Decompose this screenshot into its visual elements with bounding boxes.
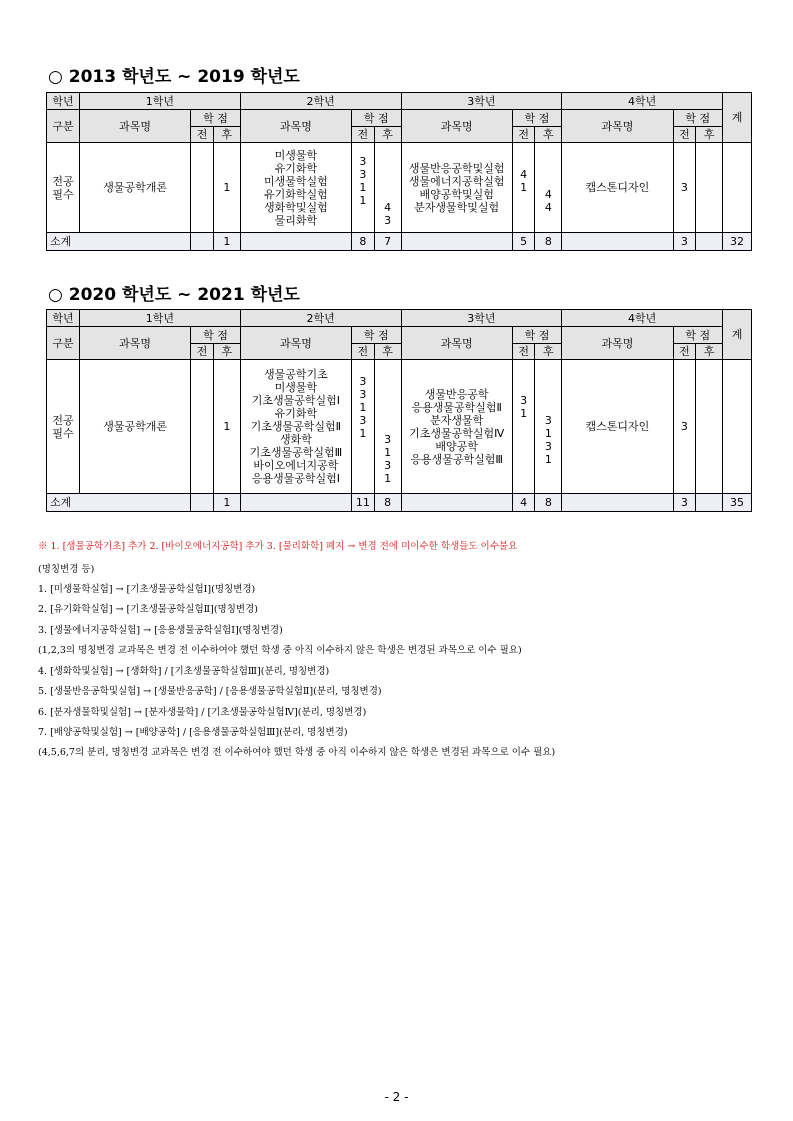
sum-label: 소계 [47, 233, 191, 251]
header-course: 과목명 [240, 327, 351, 360]
header-year4: 4학년 [562, 310, 723, 327]
y3-course: 생물반응공학및실험 생물에너지공학실험 배양공학및실험 분자생물학및실험 [408, 161, 505, 214]
header-year3: 3학년 [401, 93, 562, 110]
header-year2: 2학년 [240, 310, 401, 327]
note-line: 2. [유기화학실험] → [기초생물공학실험Ⅱ](명칭변경) [38, 604, 258, 615]
note-line: 6. [분자생물학및실험] → [분자생물학] / [기초생물공학실험Ⅳ](분리, 명칭변경) [38, 707, 367, 718]
note-line: 5. [생물반응공학및실험] → [생물반응공학] / [응용생물공학실험Ⅱ](분리, 명칭변경) [38, 686, 382, 697]
header-course: 과목명 [401, 110, 512, 143]
sum-total: 35 [723, 494, 752, 512]
header-credit: 학 점 [191, 110, 240, 127]
header-course: 과목명 [240, 110, 351, 143]
header-credit: 학 점 [512, 327, 561, 344]
header-jeon: 전 [352, 344, 375, 360]
y4-jeon: 3 [673, 143, 696, 233]
row-total [723, 360, 752, 494]
y2-course: 생물공학기초 미생물학 기초생물공학실험Ⅰ 유기화학 기초생물공학실험Ⅱ 생화학 기초생물공학실험Ⅲ 바이오에너지공학 응용생물공학실험Ⅰ [249, 368, 343, 485]
header-hu: 후 [374, 344, 401, 360]
header-year3: 3학년 [401, 310, 562, 327]
sum-y2-jeon: 11 [352, 494, 375, 512]
y1-hu: 1 [213, 360, 240, 494]
section1-title: ○ 2013 학년도 ~ 2019 학년도 [48, 67, 300, 87]
header-course: 과목명 [79, 110, 190, 143]
y2-hu: 3 1 3 1 [384, 433, 392, 485]
y2-jeon: 3 3 1 3 1 [359, 374, 367, 440]
header-hu: 후 [696, 344, 723, 360]
note-line: 1. [미생물학실험] → [기초생물공학실험Ⅰ](명칭변경) [38, 584, 256, 595]
row-type: 전공 필수 [52, 413, 74, 440]
sum-y3-hu: 8 [535, 494, 562, 512]
page-number: - 2 - [384, 1090, 409, 1104]
header-credit: 학 점 [352, 327, 401, 344]
header-jeon: 전 [512, 127, 535, 143]
sum-y3-jeon: 4 [512, 494, 535, 512]
sum-y4-course [562, 494, 673, 512]
header-hu: 후 [535, 344, 562, 360]
header-credit: 학 점 [352, 110, 401, 127]
sum-y2-hu: 7 [374, 233, 401, 251]
curriculum-table-2020 [46, 309, 752, 512]
y4-course: 캡스톤디자인 [562, 143, 673, 233]
header-hu: 후 [696, 127, 723, 143]
sum-y2-course [240, 233, 351, 251]
header-year4: 4학년 [562, 93, 723, 110]
header-grade: 학년 [47, 93, 80, 110]
note-line: 4. [생화학및실험] → [생화학] / [기초생물공학실험Ⅲ](분리, 명칭변경) [38, 666, 330, 677]
header-course: 과목명 [79, 327, 190, 360]
header-credit: 학 점 [673, 327, 722, 344]
y3-jeon: 4 1 [520, 168, 528, 194]
curriculum-table-2013 [46, 92, 752, 251]
y4-hu [696, 360, 723, 494]
header-credit: 학 점 [512, 110, 561, 127]
header-hu: 후 [374, 127, 401, 143]
header-hu: 후 [535, 127, 562, 143]
sum-y1-hu: 1 [213, 233, 240, 251]
sum-y4-hu [696, 233, 723, 251]
sum-y3-course [401, 233, 512, 251]
y3-course: 생물반응공학 응용생물공학실험Ⅱ 분자생물학 기초생물공학실험Ⅳ 배양공학 응용생물공학실험Ⅲ [409, 387, 505, 466]
header-hu: 후 [213, 344, 240, 360]
sum-total: 32 [723, 233, 752, 251]
y3-jeon: 3 1 [520, 394, 528, 420]
header-jeon: 전 [352, 127, 375, 143]
y1-jeon [191, 143, 214, 233]
y4-course: 캡스톤디자인 [562, 360, 673, 494]
header-jeon: 전 [191, 344, 214, 360]
y1-jeon [191, 360, 214, 494]
header-course: 과목명 [562, 327, 673, 360]
header-total: 계 [723, 93, 752, 143]
y1-course: 생물공학개론 [79, 143, 190, 233]
sum-y3-course [401, 494, 512, 512]
y4-jeon: 3 [673, 360, 696, 494]
sum-y3-jeon: 5 [512, 233, 535, 251]
sum-y1-jeon [191, 233, 214, 251]
y4-hu [696, 143, 723, 233]
note-line: (4,5,6,7의 분리, 명칭변경 교과목은 변경 전 이수하여야 했던 학생 중 아직 이수하지 않은 학생은 변경된 과목으로 이수 필요) [38, 747, 556, 758]
header-year2: 2학년 [240, 93, 401, 110]
header-grade: 학년 [47, 310, 80, 327]
header-gubun: 구분 [47, 110, 80, 143]
y2-hu: 4 3 [384, 200, 392, 227]
y3-hu: 4 4 [544, 187, 552, 214]
sum-y3-hu: 8 [535, 233, 562, 251]
header-course: 과목명 [562, 110, 673, 143]
header-year1: 1학년 [79, 310, 240, 327]
header-jeon: 전 [673, 127, 696, 143]
sum-y4-course [562, 233, 673, 251]
sum-y4-jeon: 3 [673, 233, 696, 251]
header-course: 과목명 [401, 327, 512, 360]
row-type: 전공 필수 [52, 174, 74, 201]
header-total: 계 [723, 310, 752, 360]
sum-y4-hu [696, 494, 723, 512]
note-line: ※ 1. [생물공학기초] 추가 2. [바이오에너지공학] 추가 3. [물리화학] 폐지 → 변경 전에 미이수한 학생들도 이수불요 [38, 541, 518, 552]
y1-hu: 1 [213, 143, 240, 233]
sum-y2-course [240, 494, 351, 512]
y1-course: 생물공학개론 [79, 360, 190, 494]
row-total [723, 143, 752, 233]
sum-y4-jeon: 3 [673, 494, 696, 512]
sum-y2-jeon: 8 [352, 233, 375, 251]
note-line: 7. [배양공학및실험] → [배양공학] / [응용생물공학실험Ⅲ](분리, 명칭변경) [38, 727, 348, 738]
y3-hu: 3 1 3 1 [544, 413, 552, 466]
sum-y2-hu: 8 [374, 494, 401, 512]
y2-jeon: 3 3 1 1 [359, 155, 367, 207]
header-credit: 학 점 [673, 110, 722, 127]
note-line: 3. [생물에너지공학실험] → [응용생물공학실험Ⅰ](명칭변경) [38, 625, 283, 636]
y2-course: 미생물학 유기화학 미생물학실험 유기화학실험 생화학및실험 물리화학 [264, 148, 328, 227]
sum-y1-hu: 1 [213, 494, 240, 512]
note-line: (1,2,3의 명칭변경 교과목은 변경 전 이수하여야 했던 학생 중 아직 이수하지 않은 학생은 변경된 과목으로 이수 필요) [38, 645, 522, 656]
sum-label: 소계 [47, 494, 191, 512]
header-gubun: 구분 [47, 327, 80, 360]
header-jeon: 전 [512, 344, 535, 360]
note-line: (명칭변경 등) [38, 564, 95, 575]
header-credit: 학 점 [191, 327, 240, 344]
header-year1: 1학년 [79, 93, 240, 110]
header-hu: 후 [213, 127, 240, 143]
sum-y1-jeon [191, 494, 214, 512]
header-jeon: 전 [191, 127, 214, 143]
section2-title: ○ 2020 학년도 ~ 2021 학년도 [48, 285, 300, 305]
header-jeon: 전 [673, 344, 696, 360]
